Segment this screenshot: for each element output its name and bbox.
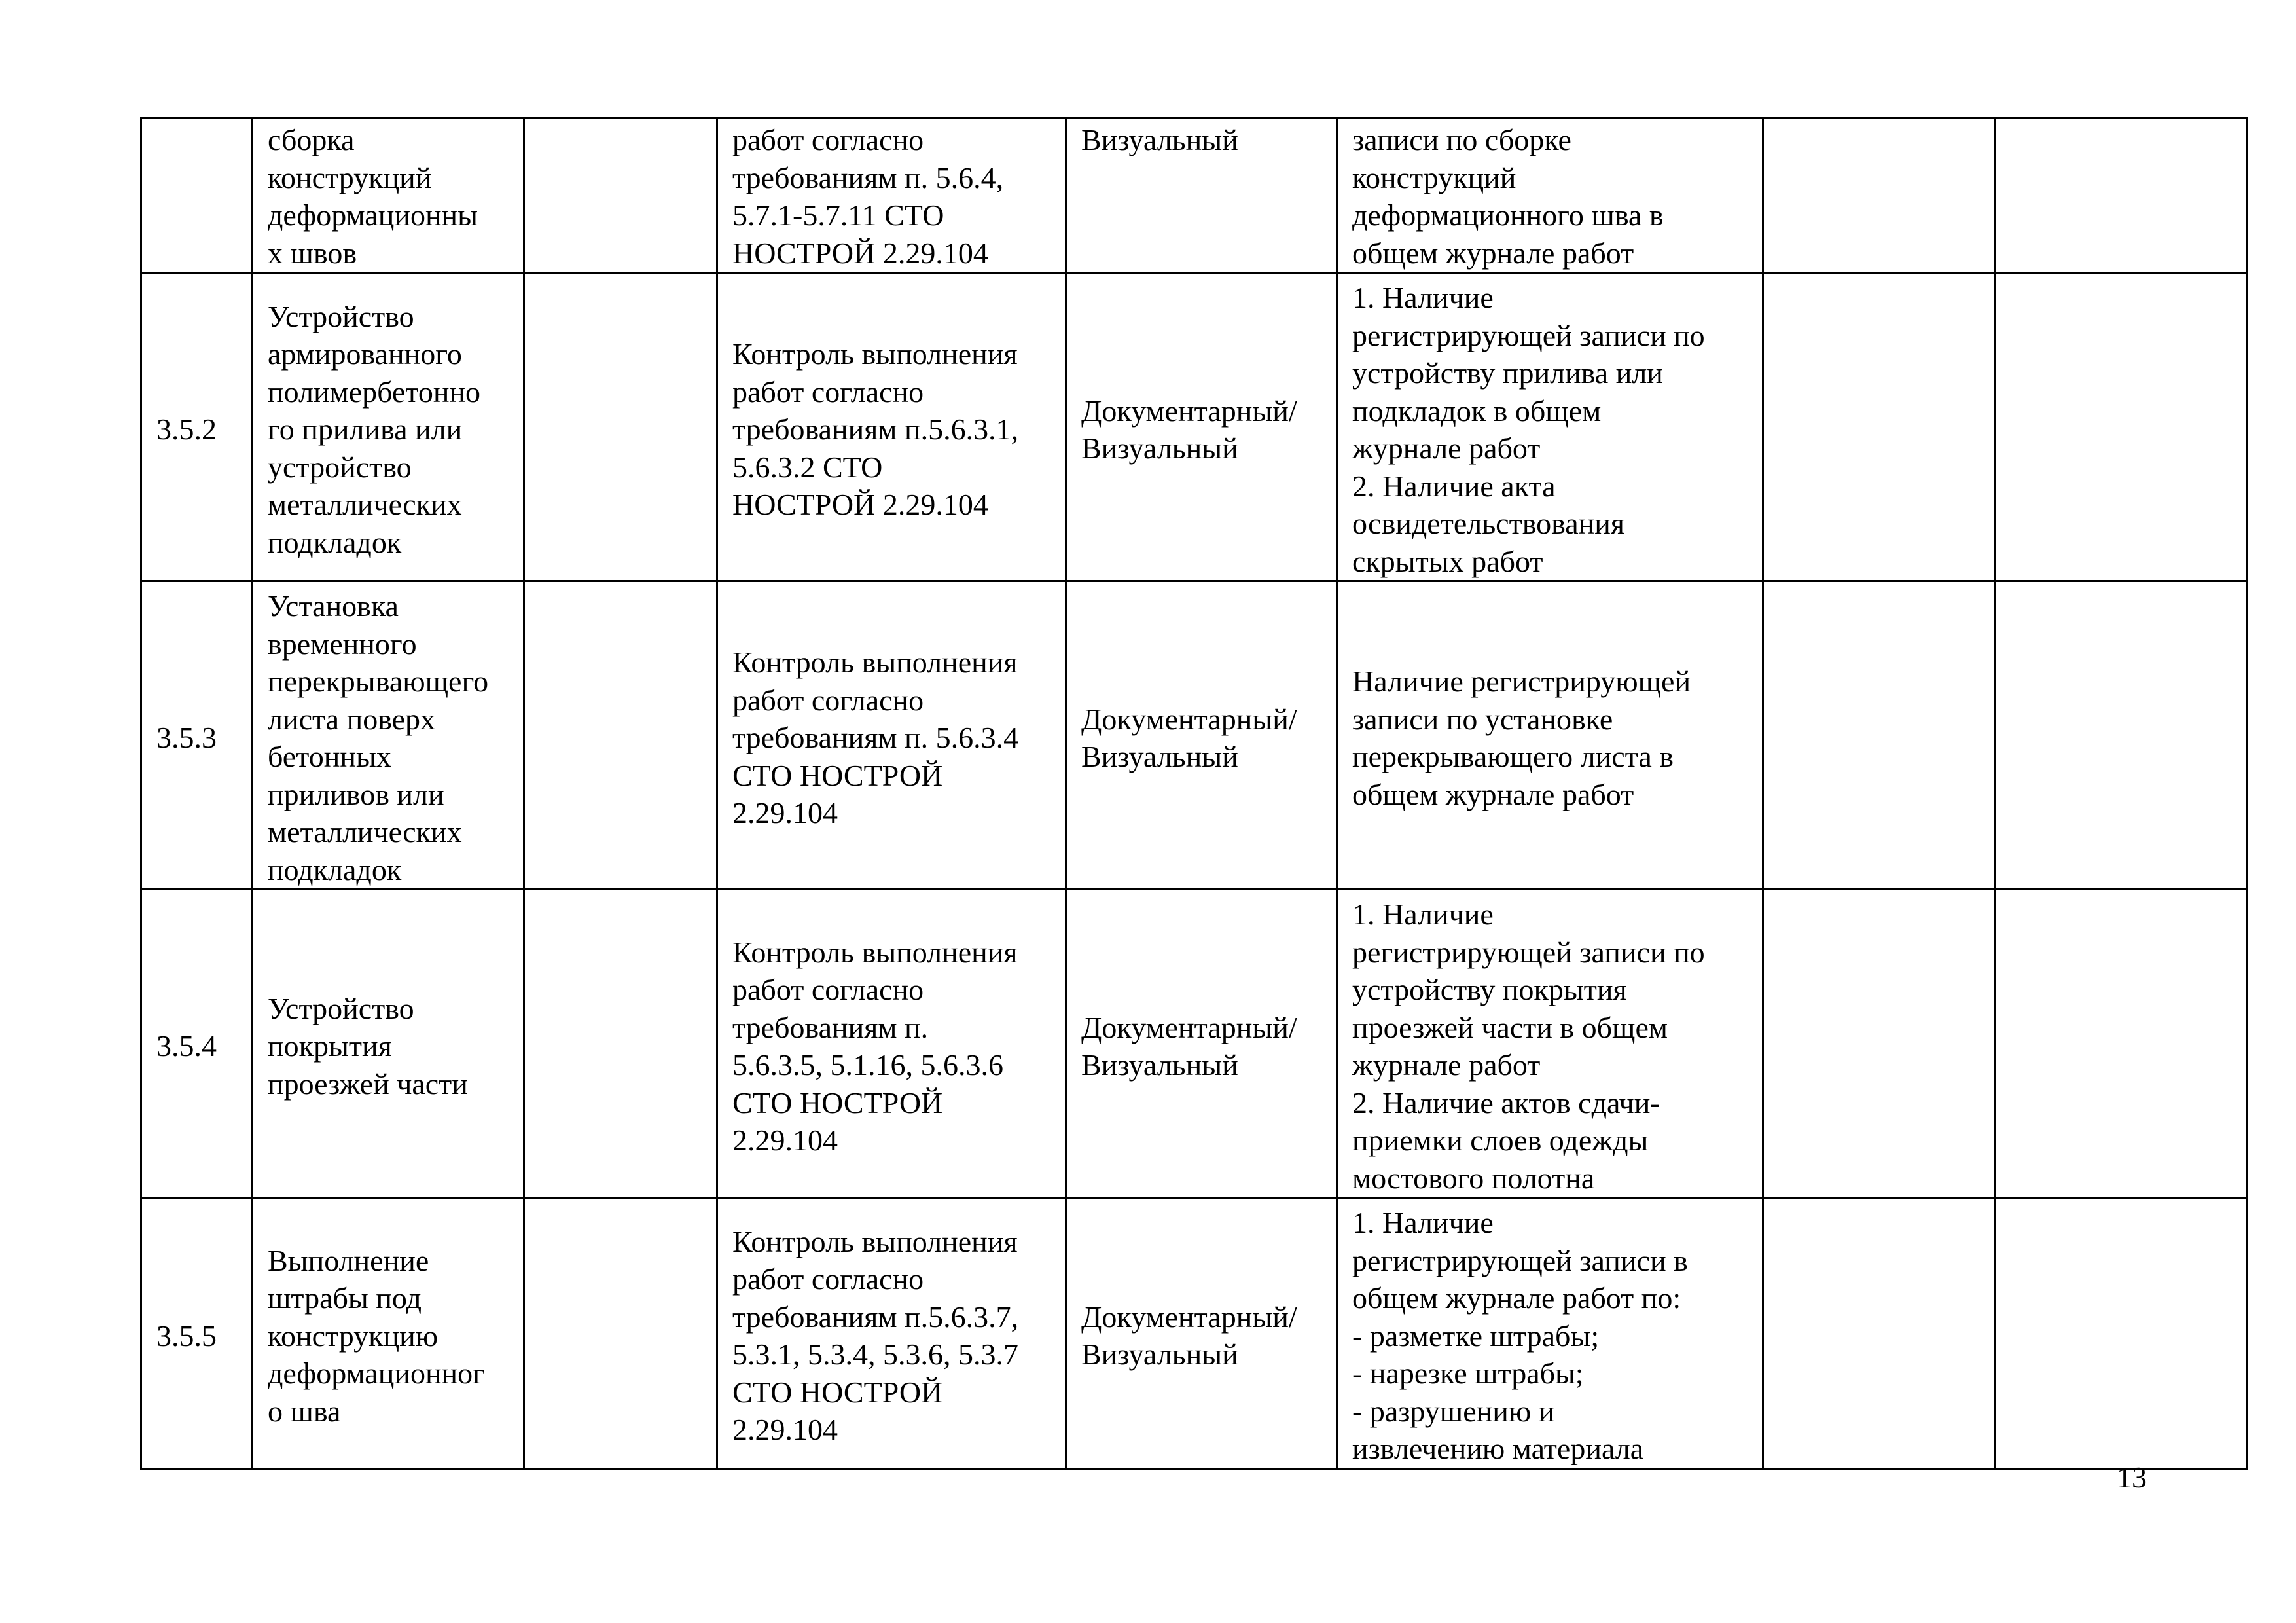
control-method: Документарный/ Визуальный	[1066, 581, 1337, 890]
work-name: сборка конструкций деформационны х швов	[253, 118, 524, 273]
row-number	[141, 118, 253, 273]
control-requirement: Контроль выполнения работ согласно требованиям п. 5.6.3.5, 5.1.16, 5.6.3.6 СТО НОСТРОЙ 2.29.104	[717, 890, 1066, 1198]
empty-cell	[524, 273, 717, 581]
empty-cell	[1763, 890, 1996, 1198]
documentation: 1. Наличие регистрирующей записи по устройству прилива или подкладок в общем журнале работ 2. Наличие акта освидетельствования скрытых работ	[1337, 273, 1763, 581]
control-method: Документарный/ Визуальный	[1066, 890, 1337, 1198]
documentation: 1. Наличие регистрирующей записи по устройству покрытия проезжей части в общем журнале работ 2. Наличие актов сдачи- приемки слоев одежды мостового полотна	[1337, 890, 1763, 1198]
table-row	[141, 581, 2248, 890]
table-row	[141, 273, 2248, 581]
empty-cell	[524, 1198, 717, 1469]
control-method: Визуальный	[1066, 118, 1337, 273]
table-row	[141, 890, 2248, 1198]
empty-cell	[1996, 1198, 2248, 1469]
empty-cell	[1996, 273, 2248, 581]
control-requirement: работ согласно требованиям п. 5.6.4, 5.7.1-5.7.11 СТО НОСТРОЙ 2.29.104	[717, 118, 1066, 273]
table-row	[141, 1198, 2248, 1469]
work-name: Установка временного перекрывающего листа поверх бетонных приливов или металлических подкладок	[253, 581, 524, 890]
work-name: Выполнение штрабы под конструкцию деформационног о шва	[253, 1198, 524, 1469]
empty-cell	[1763, 1198, 1996, 1469]
documentation: записи по сборке конструкций деформационного шва в общем журнале работ	[1337, 118, 1763, 273]
empty-cell	[1763, 273, 1996, 581]
empty-cell	[1763, 118, 1996, 273]
empty-cell	[1763, 581, 1996, 890]
documentation: Наличие регистрирующей записи по установке перекрывающего листа в общем журнале работ	[1337, 581, 1763, 890]
control-method: Документарный/ Визуальный	[1066, 273, 1337, 581]
empty-cell	[1996, 118, 2248, 273]
empty-cell	[524, 890, 717, 1198]
empty-cell	[1996, 890, 2248, 1198]
empty-cell	[1996, 581, 2248, 890]
row-number: 3.5.5	[141, 1198, 253, 1469]
page-number: 13	[2117, 1461, 2147, 1494]
control-method: Документарный/ Визуальный	[1066, 1198, 1337, 1469]
control-requirement: Контроль выполнения работ согласно требованиям п.5.6.3.1, 5.6.3.2 СТО НОСТРОЙ 2.29.104	[717, 273, 1066, 581]
control-requirement: Контроль выполнения работ согласно требованиям п. 5.6.3.4 СТО НОСТРОЙ 2.29.104	[717, 581, 1066, 890]
control-requirement: Контроль выполнения работ согласно требованиям п.5.6.3.7, 5.3.1, 5.3.4, 5.3.6, 5.3.7 СТО НОСТРОЙ 2.29.104	[717, 1198, 1066, 1469]
documentation: 1. Наличие регистрирующей записи в общем журнале работ по: - разметке штрабы; - нарезке штрабы; - разрушению и извлечению материала	[1337, 1198, 1763, 1469]
empty-cell	[524, 118, 717, 273]
empty-cell	[524, 581, 717, 890]
work-name: Устройство армированного полимербетонно го прилива или устройство металлических подкладок	[253, 273, 524, 581]
inspection-table	[140, 117, 2248, 1470]
row-number: 3.5.2	[141, 273, 253, 581]
work-name: Устройство покрытия проезжей части	[253, 890, 524, 1198]
row-number: 3.5.3	[141, 581, 253, 890]
table-row	[141, 118, 2248, 273]
row-number: 3.5.4	[141, 890, 253, 1198]
